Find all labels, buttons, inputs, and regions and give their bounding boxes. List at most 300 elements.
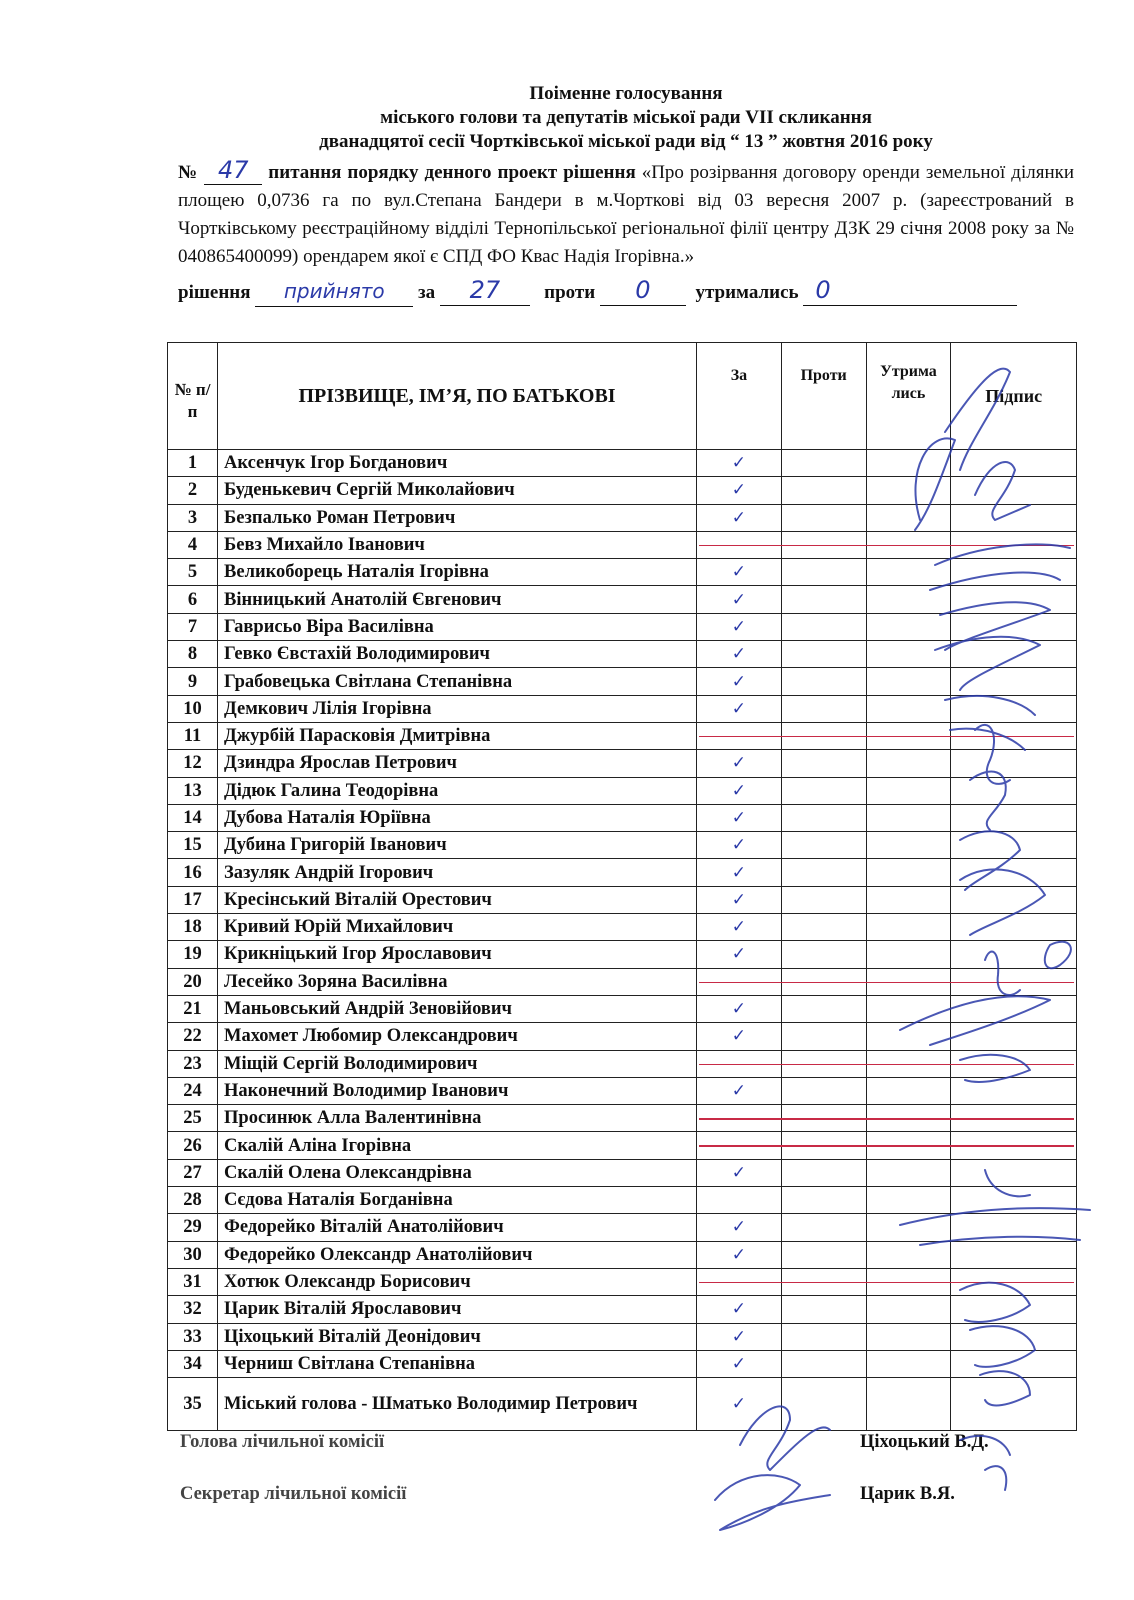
vote-for-cell [697, 777, 782, 804]
for-value: 27 [440, 275, 530, 306]
vote-against-cell [781, 914, 866, 941]
member-name: Просинюк Алла Валентинівна [218, 1105, 697, 1132]
table-row [168, 804, 1077, 831]
row-number: 2 [168, 477, 218, 504]
vote-against-cell [781, 1105, 866, 1132]
check-mark-icon: ✓ [731, 453, 747, 474]
vote-against-cell [781, 1378, 866, 1431]
absent-line-mark [869, 545, 957, 547]
vote-abstained-cell [866, 695, 951, 722]
vote-abstained-cell [866, 968, 951, 995]
signature-cell [951, 941, 1077, 968]
vote-abstained-cell [866, 1268, 951, 1295]
vote-for-cell [697, 668, 782, 695]
check-mark-icon: ✓ [731, 562, 747, 583]
member-name: Махомет Любомир Олександрович [218, 1023, 697, 1050]
signature-cell [951, 504, 1077, 531]
vote-for-cell [697, 1268, 782, 1295]
vote-against-cell [781, 586, 866, 613]
vote-abstained-cell [866, 995, 951, 1022]
vote-for-cell [697, 1132, 782, 1159]
vote-against-cell [781, 641, 866, 668]
vote-abstained-cell [866, 586, 951, 613]
member-name: Кресінський Віталій Орестович [218, 886, 697, 913]
check-mark-icon: ✓ [731, 862, 747, 883]
table-row [168, 695, 1077, 722]
vote-for-cell [697, 559, 782, 586]
vote-abstained-cell [866, 750, 951, 777]
absent-line-mark [784, 1145, 872, 1147]
vote-abstained-cell [866, 641, 951, 668]
vote-for-cell [697, 586, 782, 613]
member-name: Буденькевич Сергій Миколайович [218, 477, 697, 504]
member-name: Сєдова Наталія Богданівна [218, 1187, 697, 1214]
absent-line-mark [699, 1282, 787, 1284]
vote-for-cell [697, 914, 782, 941]
table-row [168, 968, 1077, 995]
signature-cell [951, 1023, 1077, 1050]
vote-for-cell [697, 641, 782, 668]
table-row [168, 1268, 1077, 1295]
member-name: Гевко Євстахій Володимирович [218, 641, 697, 668]
member-name: Грабовецька Світлана Степанівна [218, 668, 697, 695]
header-num: № п/п [168, 343, 218, 450]
member-name: Черниш Світлана Степанівна [218, 1350, 697, 1377]
vote-for-cell [697, 1050, 782, 1077]
table-row [168, 1077, 1077, 1104]
signature-mark [715, 1475, 830, 1530]
row-number: 19 [168, 941, 218, 968]
vote-for-cell [697, 1105, 782, 1132]
absent-line-mark [869, 1064, 957, 1066]
vote-for-cell [697, 1241, 782, 1268]
member-name: Кривий Юрій Михайлович [218, 914, 697, 941]
table-row [168, 722, 1077, 749]
absent-line-mark [699, 1145, 787, 1147]
row-number: 6 [168, 586, 218, 613]
signature-cell [951, 1350, 1077, 1377]
vote-for-cell [697, 995, 782, 1022]
absent-line-mark [784, 1064, 872, 1066]
vote-against-cell [781, 1077, 866, 1104]
table-row [168, 1323, 1077, 1350]
member-name: Дубина Григорій Іванович [218, 832, 697, 859]
agenda-item [178, 156, 1074, 271]
item-label: питання порядку денного проект рішення [268, 162, 636, 183]
table-header-row [168, 343, 1077, 450]
signature-cell [951, 586, 1077, 613]
check-mark-icon: ✓ [731, 698, 747, 719]
table-row [168, 531, 1077, 558]
table-row [168, 832, 1077, 859]
signature-cell [951, 722, 1077, 749]
row-number: 5 [168, 559, 218, 586]
row-number: 34 [168, 1350, 218, 1377]
secretary-label: Секретар лічильної комісії [180, 1484, 407, 1504]
row-number: 18 [168, 914, 218, 941]
member-name: Хотюк Олександр Борисович [218, 1268, 697, 1295]
absent-line-mark [953, 1064, 1074, 1066]
row-number: 8 [168, 641, 218, 668]
check-mark-icon: ✓ [731, 999, 747, 1020]
document-header [178, 82, 1074, 308]
abstained-label: утримались [695, 282, 799, 303]
table-row [168, 750, 1077, 777]
vote-abstained-cell [866, 1378, 951, 1431]
check-mark-icon: ✓ [731, 944, 747, 965]
check-mark-icon: ✓ [731, 1080, 747, 1101]
row-number: 27 [168, 1159, 218, 1186]
vote-abstained-cell [866, 1296, 951, 1323]
vote-for-cell [697, 1378, 782, 1431]
absent-line-mark [784, 982, 872, 984]
vote-abstained-cell [866, 450, 951, 477]
chair-label: Голова лічильної комісії [180, 1432, 385, 1452]
row-number: 26 [168, 1132, 218, 1159]
vote-abstained-cell [866, 531, 951, 558]
absent-line-mark [699, 1064, 787, 1066]
vote-against-cell [781, 668, 866, 695]
signature-cell [951, 1187, 1077, 1214]
row-number: 1 [168, 450, 218, 477]
signature-cell [951, 968, 1077, 995]
member-name: Федорейко Віталій Анатолійович [218, 1214, 697, 1241]
check-mark-icon: ✓ [731, 753, 747, 774]
table-row [168, 859, 1077, 886]
table-row [168, 1105, 1077, 1132]
vote-abstained-cell [866, 1023, 951, 1050]
check-mark-icon: ✓ [731, 808, 747, 828]
table-row [168, 1296, 1077, 1323]
row-number: 20 [168, 968, 218, 995]
check-mark-icon: ✓ [731, 507, 747, 528]
signature-cell [951, 804, 1077, 831]
row-number: 23 [168, 1050, 218, 1077]
row-number: 28 [168, 1187, 218, 1214]
vote-against-cell [781, 1050, 866, 1077]
vote-against-cell [781, 886, 866, 913]
vote-rows [168, 450, 1077, 1431]
header-against: Проти [781, 343, 866, 450]
table-row [168, 941, 1077, 968]
table-row [168, 668, 1077, 695]
vote-abstained-cell [866, 1050, 951, 1077]
item-number: 47 [204, 156, 262, 185]
row-number: 7 [168, 613, 218, 640]
signature-cell [951, 1159, 1077, 1186]
vote-for-cell [697, 750, 782, 777]
table-row [168, 1050, 1077, 1077]
decision-line [178, 275, 1074, 308]
check-mark-icon: ✓ [731, 1353, 747, 1374]
vote-for-cell [697, 941, 782, 968]
vote-against-cell [781, 777, 866, 804]
row-number: 16 [168, 859, 218, 886]
vote-abstained-cell [866, 722, 951, 749]
member-name: Великоборець Наталія Ігорівна [218, 559, 697, 586]
table-row [168, 1023, 1077, 1050]
vote-for-cell [697, 1023, 782, 1050]
table-row [168, 1132, 1077, 1159]
table-row [168, 995, 1077, 1022]
check-mark-icon: ✓ [731, 780, 747, 801]
absent-line-mark [953, 1145, 1074, 1147]
row-number: 15 [168, 832, 218, 859]
abstained-value: 0 [803, 275, 1017, 306]
vote-against-cell [781, 477, 866, 504]
member-name: Аксенчук Ігор Богданович [218, 450, 697, 477]
member-name: Гаврисьо Віра Василівна [218, 613, 697, 640]
vote-for-cell [697, 1323, 782, 1350]
member-name: Вінницький Анатолій Євгенович [218, 586, 697, 613]
table-row [168, 559, 1077, 586]
member-name: Федорейко Олександр Анатолійович [218, 1241, 697, 1268]
vote-abstained-cell [866, 1214, 951, 1241]
table-row [168, 1378, 1077, 1431]
vote-table [167, 342, 1077, 1431]
member-name: Зазуляк Андрій Ігорович [218, 859, 697, 886]
vote-for-cell [697, 1296, 782, 1323]
absent-line-mark [953, 1118, 1074, 1120]
member-name: Безпалько Роман Петрович [218, 504, 697, 531]
vote-abstained-cell [866, 1241, 951, 1268]
absent-line-mark [953, 982, 1074, 984]
signature-cell [951, 695, 1077, 722]
signature-cell [951, 750, 1077, 777]
against-label: проти [544, 282, 596, 303]
check-mark-icon: ✓ [731, 480, 747, 501]
row-number: 3 [168, 504, 218, 531]
vote-abstained-cell [866, 477, 951, 504]
absent-line-mark [699, 1118, 787, 1120]
signature-cell [951, 995, 1077, 1022]
row-number: 33 [168, 1323, 218, 1350]
member-name: Дідюк Галина Теодорівна [218, 777, 697, 804]
absent-line-mark [784, 736, 872, 738]
item-text: «Про розірвання договору оренди земельної ділянки площею 0,0736 га по вул.Степана Бандери в м.Чорткові від 03 вересня 2007 р. (зареєстрований в Чортківському реєстраційному відділі Тернопільської регіональної філії центру ДЗК 29 січня 2008 року за № 040865400099) орендарем якої є СПД ФО Квас Надія Ігорівна.» [178, 162, 1075, 267]
vote-for-cell [697, 1214, 782, 1241]
member-name: Маньовський Андрій Зеновійович [218, 995, 697, 1022]
row-number: 24 [168, 1077, 218, 1104]
signature-cell [951, 531, 1077, 558]
vote-against-cell [781, 531, 866, 558]
vote-against-cell [781, 832, 866, 859]
row-number: 11 [168, 722, 218, 749]
check-mark-icon: ✓ [731, 1326, 747, 1347]
row-number: 9 [168, 668, 218, 695]
table-row [168, 641, 1077, 668]
check-mark-icon: ✓ [731, 671, 747, 692]
row-number: 31 [168, 1268, 218, 1295]
vote-abstained-cell [866, 859, 951, 886]
member-name: Дубова Наталія Юріївна [218, 804, 697, 831]
row-number: 17 [168, 886, 218, 913]
member-name: Крикніцький Ігор Ярославович [218, 941, 697, 968]
vote-against-cell [781, 941, 866, 968]
signature-cell [951, 914, 1077, 941]
vote-for-cell [697, 477, 782, 504]
session-line: дванадцятої сесії Чортківської міської ради від “ 13 ” жовтня 2016 року [319, 131, 933, 152]
vote-abstained-cell [866, 941, 951, 968]
vote-abstained-cell [866, 1077, 951, 1104]
vote-for-cell [697, 968, 782, 995]
check-mark-icon: ✓ [731, 1162, 747, 1183]
vote-against-cell [781, 1132, 866, 1159]
member-name: Бевз Михайло Іванович [218, 531, 697, 558]
absent-line-mark [784, 1282, 872, 1284]
member-name: Скалій Олена Олександрівна [218, 1159, 697, 1186]
signature-cell [951, 1241, 1077, 1268]
absent-line-mark [699, 736, 787, 738]
table-row [168, 777, 1077, 804]
absent-line-mark [869, 1145, 957, 1147]
row-number: 25 [168, 1105, 218, 1132]
signature-cell [951, 1132, 1077, 1159]
member-name: Лесейко Зоряна Василівна [218, 968, 697, 995]
vote-against-cell [781, 859, 866, 886]
document-title: Поіменне голосування [529, 83, 723, 104]
vote-for-cell [697, 832, 782, 859]
vote-against-cell [781, 968, 866, 995]
row-number: 12 [168, 750, 218, 777]
vote-for-cell [697, 1187, 782, 1214]
vote-against-cell [781, 504, 866, 531]
check-mark-icon: ✓ [731, 589, 747, 610]
vote-against-cell [781, 804, 866, 831]
signature-cell [951, 1214, 1077, 1241]
vote-for-cell [697, 1159, 782, 1186]
row-number: 4 [168, 531, 218, 558]
vote-for-cell [697, 859, 782, 886]
vote-for-cell [697, 613, 782, 640]
signature-cell [951, 559, 1077, 586]
absent-line-mark [869, 736, 957, 738]
signature-cell [951, 641, 1077, 668]
table-row [168, 1159, 1077, 1186]
member-name: Ціхоцький Віталій Деонідович [218, 1323, 697, 1350]
signature-cell [951, 477, 1077, 504]
row-number: 35 [168, 1378, 218, 1431]
member-name: Дзиндра Ярослав Петрович [218, 750, 697, 777]
vote-abstained-cell [866, 1187, 951, 1214]
vote-against-cell [781, 1323, 866, 1350]
absent-line-mark [784, 1118, 872, 1120]
check-mark-icon: ✓ [731, 889, 747, 910]
vote-abstained-cell [866, 832, 951, 859]
row-number: 21 [168, 995, 218, 1022]
for-label: за [418, 282, 436, 303]
table-row [168, 914, 1077, 941]
table-row [168, 1241, 1077, 1268]
row-number: 29 [168, 1214, 218, 1241]
table-row [168, 477, 1077, 504]
vote-abstained-cell [866, 1159, 951, 1186]
decision-value: прийнято [255, 276, 413, 307]
vote-against-cell [781, 1159, 866, 1186]
absent-line-mark [869, 1282, 957, 1284]
vote-against-cell [781, 1350, 866, 1377]
check-mark-icon: ✓ [731, 1026, 747, 1047]
vote-abstained-cell [866, 886, 951, 913]
vote-abstained-cell [866, 777, 951, 804]
absent-line-mark [953, 736, 1074, 738]
check-mark-icon: ✓ [731, 1217, 747, 1238]
check-mark-icon: ✓ [731, 835, 747, 856]
header-for: За [697, 343, 782, 450]
vote-against-cell [781, 750, 866, 777]
absent-line-mark [699, 982, 787, 984]
decision-label: рішення [178, 282, 251, 303]
header-signature: Підпис [951, 343, 1077, 450]
absent-line-mark [953, 1282, 1074, 1284]
check-mark-icon: ✓ [731, 1299, 747, 1320]
chair-name: Ціхоцький В.Д. [860, 1432, 989, 1452]
vote-against-cell [781, 450, 866, 477]
vote-abstained-cell [866, 1105, 951, 1132]
vote-abstained-cell [866, 559, 951, 586]
signature-cell [951, 1378, 1077, 1431]
vote-abstained-cell [866, 613, 951, 640]
table-row [168, 1350, 1077, 1377]
secretary-name: Царик В.Я. [860, 1484, 955, 1504]
signature-cell [951, 668, 1077, 695]
vote-abstained-cell [866, 1323, 951, 1350]
row-number: 22 [168, 1023, 218, 1050]
vote-abstained-cell [866, 804, 951, 831]
table-row [168, 586, 1077, 613]
vote-against-cell [781, 1023, 866, 1050]
vote-for-cell [697, 531, 782, 558]
check-mark-icon: ✓ [731, 644, 747, 665]
vote-abstained-cell [866, 914, 951, 941]
check-mark-icon: ✓ [731, 917, 747, 938]
row-number: 13 [168, 777, 218, 804]
vote-against-cell [781, 995, 866, 1022]
check-mark-icon: ✓ [731, 1244, 747, 1265]
vote-abstained-cell [866, 504, 951, 531]
member-name: Джурбій Парасковія Дмитрівна [218, 722, 697, 749]
absent-line-mark [699, 545, 787, 547]
vote-against-cell [781, 1187, 866, 1214]
table-row [168, 1187, 1077, 1214]
member-name: Демкович Лілія Ігорівна [218, 695, 697, 722]
vote-for-cell [697, 886, 782, 913]
vote-against-cell [781, 695, 866, 722]
signature-cell [951, 1077, 1077, 1104]
vote-against-cell [781, 722, 866, 749]
vote-for-cell [697, 450, 782, 477]
vote-against-cell [781, 559, 866, 586]
member-name: Царик Віталій Ярославович [218, 1296, 697, 1323]
signature-cell [951, 450, 1077, 477]
table-row [168, 613, 1077, 640]
vote-against-cell [781, 1214, 866, 1241]
vote-against-cell [781, 1268, 866, 1295]
signature-cell [951, 886, 1077, 913]
signature-cell [951, 1105, 1077, 1132]
row-number: 10 [168, 695, 218, 722]
signature-mark [985, 1466, 1006, 1490]
signature-cell [951, 859, 1077, 886]
vote-for-cell [697, 722, 782, 749]
signature-cell [951, 1268, 1077, 1295]
table-row [168, 504, 1077, 531]
vote-against-cell [781, 1296, 866, 1323]
table-row [168, 450, 1077, 477]
vote-for-cell [697, 804, 782, 831]
vote-for-cell [697, 695, 782, 722]
signature-cell [951, 1050, 1077, 1077]
